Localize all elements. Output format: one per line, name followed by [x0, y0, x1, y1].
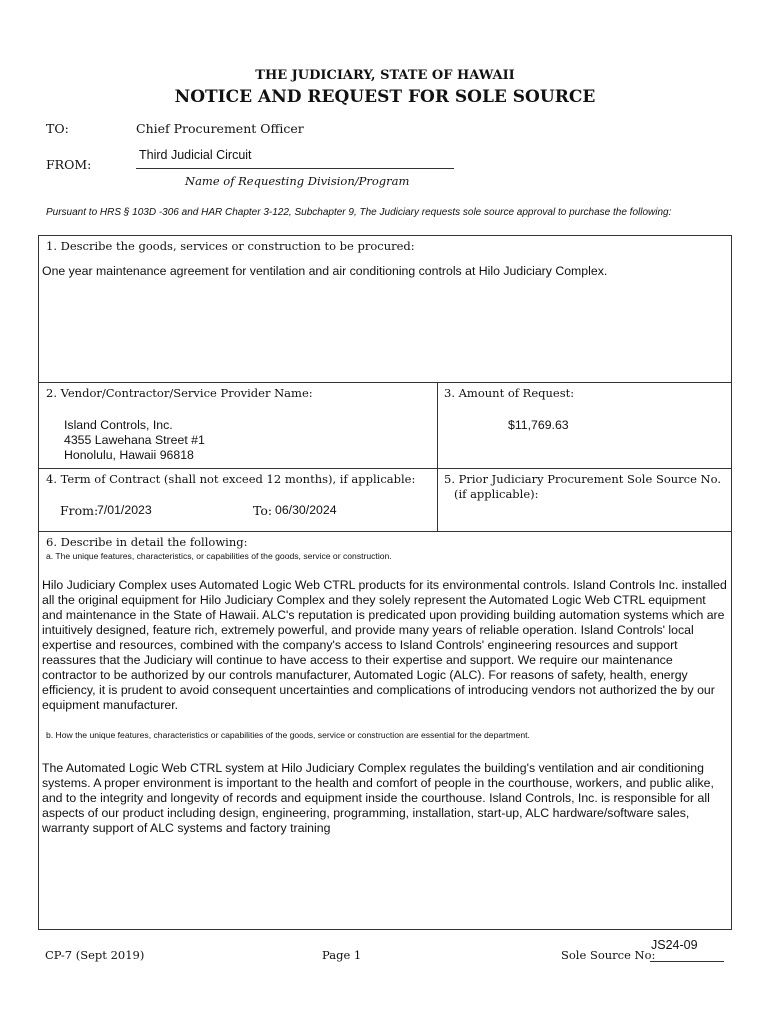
term-from-label: From: [60, 503, 99, 518]
section-3-box [437, 382, 732, 469]
section-1-answer[interactable]: One year maintenance agreement for ventilation and air conditioning controls at Hilo Judiciary Complex. [42, 264, 608, 278]
term-to-field[interactable]: 06/30/2024 [275, 503, 337, 517]
section-1-label: 1. Describe the goods, services or construction to be procured: [46, 239, 415, 253]
section-2-box [38, 382, 438, 469]
section-1-box [38, 235, 732, 383]
term-to-label: To: [253, 503, 273, 518]
section-6a-label: a. The unique features, characteristics, or capabilities of the goods, service or construction. [46, 551, 392, 561]
form-id: CP-7 (Sept 2019) [45, 948, 145, 962]
vendor-city: Honolulu, Hawaii 96818 [64, 448, 194, 462]
section-4-box [38, 468, 438, 532]
vendor-street: 4355 Lawehana Street #1 [64, 433, 205, 447]
page-number: Page 1 [322, 948, 362, 962]
from-caption: Name of Requesting Division/Program [185, 174, 410, 188]
section-6-box [38, 531, 732, 930]
to-label: TO: [46, 121, 69, 136]
pursuant-statement: Pursuant to HRS § 103D -306 and HAR Chapter 3-122, Subchapter 9, The Judiciary requests sole source approval to purchase the following: [46, 207, 672, 218]
from-underline [136, 168, 454, 169]
section-5-label [444, 472, 724, 502]
section-2-label: 2. Vendor/Contractor/Service Provider Name: [46, 386, 313, 400]
section-5-label-line2: (if applicable): [454, 487, 539, 501]
section-6a-answer[interactable]: Hilo Judiciary Complex uses Automated Logic Web CTRL products for its environmental controls. Island Controls Inc. installed all the original equipment for Hilo Judiciary Complex and they solely represent the Automated Logic Web CTRL equipment and maintenance in the State of Hawaii. ALC's reputation is predicated upon providing building automation systems which are intuitively designed, feature rich, extremely powerful, and provide many years of reliable operation. Island Controls' local expertise and resources, combined with the company's access to Island Controls' engineering resources and support reassures that the Judiciary will continue to have access to their expertise and support. We require our maintenance contractor to be authorized by our controls manufacturer, Automated Logic (ALC). For reasons of safety, health, energy efficiency, it is prudent to avoid consequent uncertainties and complications of introducing vendors not authorized the by our equipment manufacturer. [42, 578, 727, 712]
section-4-label: 4. Term of Contract (shall not exceed 12 months), if applicable: [46, 472, 416, 486]
sole-source-field[interactable]: JS24-09 [651, 938, 698, 952]
vendor-name: Island Controls, Inc. [64, 418, 173, 432]
form-title: NOTICE AND REQUEST FOR SOLE SOURCE [174, 87, 596, 107]
section-6b-answer[interactable]: The Automated Logic Web CTRL system at Hilo Judiciary Complex regulates the building's ventilation and air conditioning systems. A proper environment is important to the health and comfort of people in the courthouse, workers, and public alike, and to the integrity and longevity of records and equipment inside the courthouse. Island Controls, Inc. is responsible for all aspects of our product including design, engineering, programming, installation, start-up, ALC hardware/software sales, warranty support of ALC systems and factory training [42, 761, 714, 835]
from-field[interactable]: Third Judicial Circuit [139, 148, 252, 162]
section-5-label-line1: 5. Prior Judiciary Procurement Sole Source No. [444, 472, 721, 486]
section-6b-label: b. How the unique features, characteristics or capabilities of the goods, service or construction are essential for the department. [46, 730, 530, 740]
to-value: Chief Procurement Officer [136, 121, 304, 136]
section-6-label: 6. Describe in detail the following: [46, 535, 248, 549]
sole-source-label: Sole Source No: [561, 948, 656, 962]
vendor-address-field[interactable] [64, 418, 205, 463]
section-5-box [437, 468, 732, 532]
section-3-label: 3. Amount of Request: [444, 386, 575, 400]
from-label: FROM: [46, 157, 92, 172]
form-title-agency: THE JUDICIARY, STATE OF HAWAII [255, 68, 515, 83]
sole-source-underline [650, 961, 724, 962]
amount-field[interactable]: $11,769.63 [508, 418, 569, 432]
term-from-field[interactable]: 7/01/2023 [97, 503, 152, 517]
